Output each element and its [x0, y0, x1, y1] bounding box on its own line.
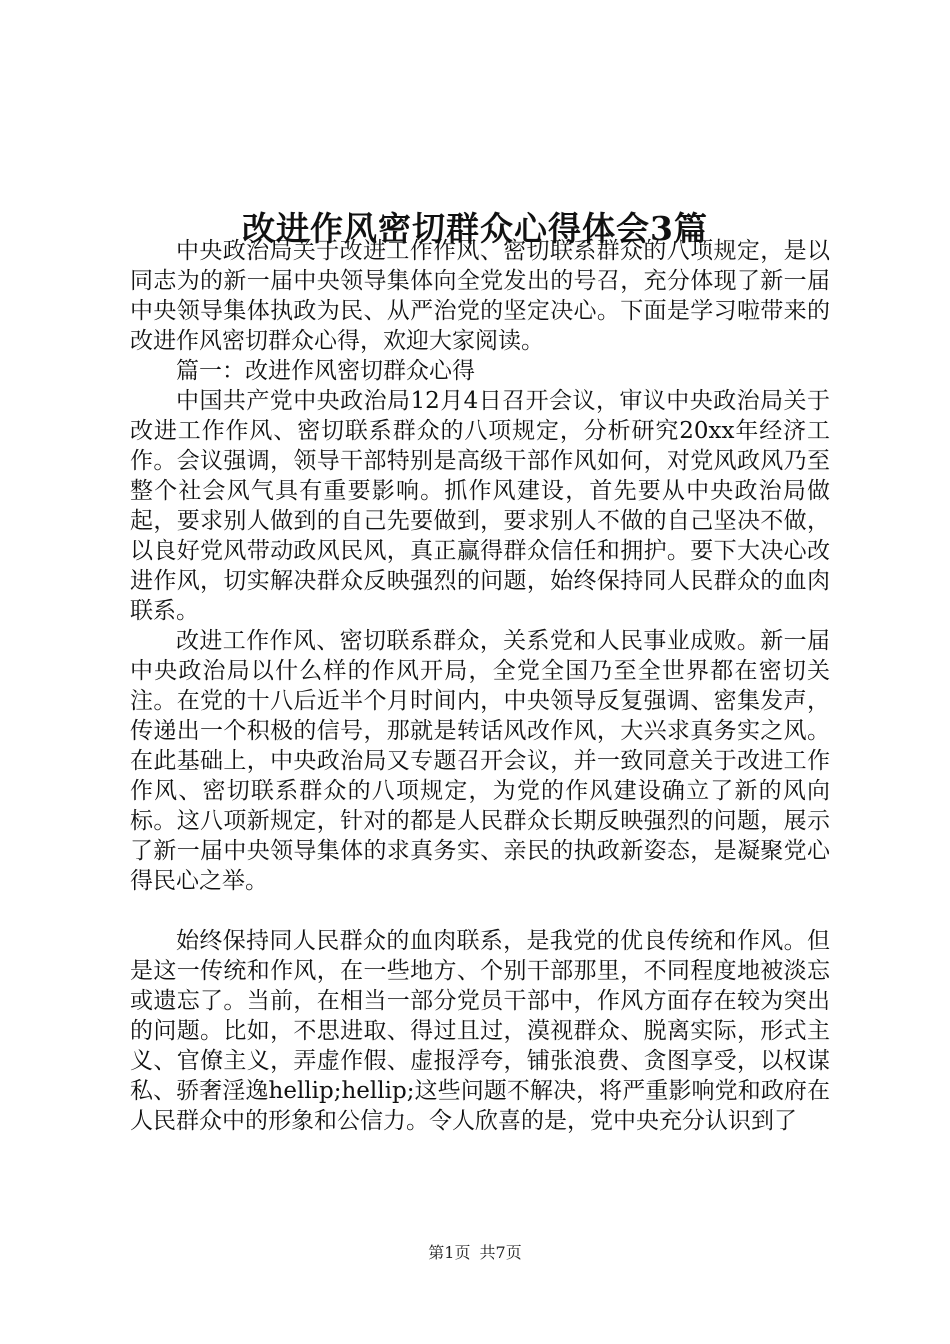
document-title: 改进作风密切群众心得体会3篇 — [242, 209, 708, 249]
document-body — [130, 236, 830, 1136]
page-footer — [0, 1243, 950, 1263]
page-number: 第1页 — [428, 1243, 471, 1262]
body-paragraph-3: 始终保持同人民群众的血肉联系，是我党的优良传统和作风。但是这一传统和作风，在一些地方、个别干部那里，不同程度地被淡忘或遗忘了。当前，在相当一部分党员干部中，作风方面存在较为突出的问题。比如，不思进取、得过且过，漠视群众、脱离实际，形式主义、官僚主义，弄虚作假、虚报浮夸，铺张浪费、贪图享受，以权谋私、骄奢淫逸hellip;hellip;这些问题不解决，将严重影响党和政府在人民群众中的形象和公信力。令人欣喜的是，党中央充分认识到了 — [130, 928, 830, 1134]
intro-paragraph: 中央政治局关于改进工作作风、密切联系群众的八项规定，是以同志为的新一届中央领导集体向全党发出的号召，充分体现了新一届中央领导集体执政为民、从严治党的坚定决心。下面是学习啦带来的改进作风密切群众心得，欢迎大家阅读。 — [130, 238, 830, 354]
body-paragraph-2: 改进工作作风、密切联系群众，关系党和人民事业成败。新一届中央政治局以什么样的作风开局，全党全国乃至全世界都在密切关注。在党的十八后近半个月时间内，中央领导反复强调、密集发声，传递出一个积极的信号，那就是转话风改作风，大兴求真务实之风。在此基础上，中央政治局又专题召开会议，并一致同意关于改进工作作风、密切联系群众的八项规定，为党的作风建设确立了新的风向标。这八项新规定，针对的都是人民群众长期反映强烈的问题，展示了新一届中央领导集体的求真务实、亲民的执政新姿态，是凝聚党心得民心之举。 — [130, 628, 830, 894]
section-heading: 篇一：改进作风密切群众心得 — [176, 358, 475, 384]
body-paragraph-1: 中国共产党中央政治局12月4日召开会议，审议中央政治局关于改进工作作风、密切联系群众的八项规定，分析研究20xx年经济工作。会议强调，领导干部特别是高级干部作风如何，对党风政风乃至整个社会风气具有重要影响。抓作风建设，首先要从中央政治局做起，要求别人做到的自己先要做到，要求别人不做的自己坚决不做，以良好党风带动政风民风，真正赢得群众信任和拥护。要下大决心改进作风，切实解决群众反映强烈的问题，始终保持同人民群众的血肉联系。 — [130, 388, 830, 624]
page-total: 共7页 — [479, 1243, 522, 1262]
